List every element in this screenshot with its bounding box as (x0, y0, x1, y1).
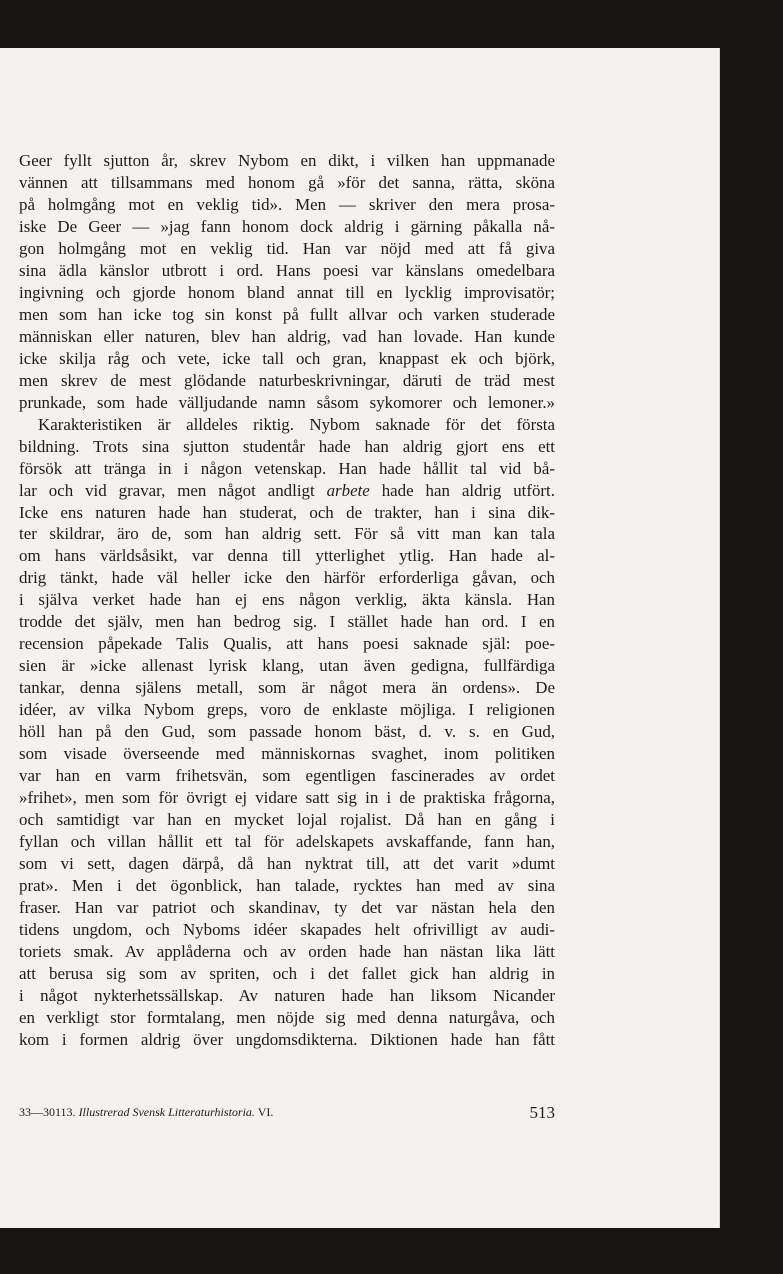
text-line-with-emphasis (19, 480, 555, 502)
text-line: höll han på den Gud, som passade honom bäst, d. v. s. en Gud, (19, 722, 555, 742)
text-line: vännen att tillsammans med honom gå »för det sanna, rätta, sköna (19, 172, 555, 192)
printer-signature: 33—30113. (19, 1105, 76, 1119)
text-line: att berusa sig som av spriten, och i det fallet gick han aldrig in (19, 963, 555, 983)
page-number: 513 (529, 1103, 555, 1122)
text-line: »frihet», men som för övrigt ej vidare satt sig in i de praktiska frågorna, (19, 788, 555, 808)
text-line: gon holmgång mot en veklig tid. Han var nöjd med att få giva (19, 238, 555, 258)
text-line: ingivning och gjorde honom bland annat till en lycklig improvisatör; (19, 282, 555, 302)
text-line: iske De Geer — »jag fann honom dock aldrig i gärning påkalla nå- (19, 216, 555, 236)
text-line: bildning. Trots sina sjutton studentår hade han aldrig gjort ens ett (19, 436, 555, 456)
text-line: fraser. Han var patriot och skandinav, ty det var nästan hela den (19, 897, 555, 917)
text-line: en verkligt stor formtalang, men nöjde sig med denna naturgåva, och (19, 1007, 555, 1027)
text-line: recension påpekade Talis Qualis, att hans poesi saknade själ: poe- (19, 634, 555, 654)
text-line: drig tänkt, hade väl heller icke den härför erforderliga gåvan, och (19, 568, 555, 588)
text-line: tankar, denna själens metall, som är något mera än ordens». De (19, 678, 555, 698)
text-line: och samtidigt var han en mycket lojal rojalist. Då han en gång i (19, 810, 555, 830)
text-line: om hans världsåsikt, var denna till ytterlighet ytlig. Han hade al- (19, 546, 555, 566)
text-line: icke skilja råg och vete, icke tall och gran, knappast ek och björk, (19, 348, 555, 368)
text-line: i något nykterhetssällskap. Av naturen hade han liksom Nicander (19, 985, 555, 1005)
text-line: sina ädla känslor utbrott i ord. Hans poesi var känslans omedelbara (19, 260, 555, 280)
text-line: försök att tränga in i någon vetenskap. Han hade hållit tal vid bå- (19, 458, 555, 478)
text-line: Geer fyllt sjutton år, skrev Nybom en dikt, i vilken han uppmanade (19, 151, 555, 170)
text-line: på holmgång mot en veklig tid». Men — skriver den mera prosa- (19, 194, 555, 214)
text-line: trodde det själv, men han bedrog sig. I stället hade han ord. I en (19, 612, 555, 632)
volume-number: VI. (257, 1105, 274, 1119)
text-line: men skrev de mest glödande naturbeskrivningar, däruti de träd mest (19, 370, 555, 390)
emphasized-word: arbete (326, 480, 370, 500)
text-line: som visade överseende med människornas svaghet, inom politiken (19, 744, 555, 764)
text-line: idéer, av vilka Nybom greps, voro de enklaste möjliga. I religionen (19, 700, 555, 720)
footer-imprint (19, 1105, 273, 1120)
book-title: Illustrerad Svensk Litteraturhistoria. (78, 1105, 255, 1119)
text-line: Karakteristiken är alldeles riktig. Nybom saknade för det första (38, 414, 555, 434)
text-line: Icke ens naturen hade han studerat, och de trakter, han i sina dik- (19, 502, 555, 522)
text-line: prat». Men i det ögonblick, han talade, rycktes han med av sina (19, 875, 555, 895)
text-line: fyllan och villan hållit ett tal för adelskapets avskaffande, fann han, (19, 832, 555, 852)
line-text: lar och vid gravar, men något andligt (19, 480, 315, 500)
text-line: toriets smak. Av applåderna och av orden hade han nästan lika lätt (19, 941, 555, 961)
body-text (19, 150, 555, 1051)
text-line: var han en varm frihetsvän, som egentligen fascinerades av ordet (19, 766, 555, 786)
text-line: människan eller naturen, blev han aldrig, vad han lovade. Han kunde (19, 326, 555, 346)
text-line: tidens ungdom, och Nyboms idéer skapades helt ofrivilligt av audi- (19, 919, 555, 939)
text-line: som vi sett, dagen därpå, då han nyktrat till, att det varit »dumt (19, 854, 555, 873)
book-page (0, 48, 720, 1228)
text-line: i själva verket hade han ej ens någon verklig, äkta känsla. Han (19, 590, 555, 610)
text-line: ter skildrar, äro de, som han aldrig sett. För så vitt man kan tala (19, 524, 555, 544)
line-text: hade han aldrig utfört. (381, 480, 555, 500)
text-line: sien är »icke allenast lyrisk klang, utan även gedigna, fullfärdiga (19, 656, 555, 676)
text-line: men som han icke tog sin konst på fullt allvar och varken studerade (19, 304, 555, 324)
text-line: kom i formen aldrig över ungdomsdikterna. Diktionen hade han fått (19, 1029, 555, 1049)
text-line: prunkade, som hade välljudande namn såsom sykomorer och lemoner.» (19, 392, 555, 412)
